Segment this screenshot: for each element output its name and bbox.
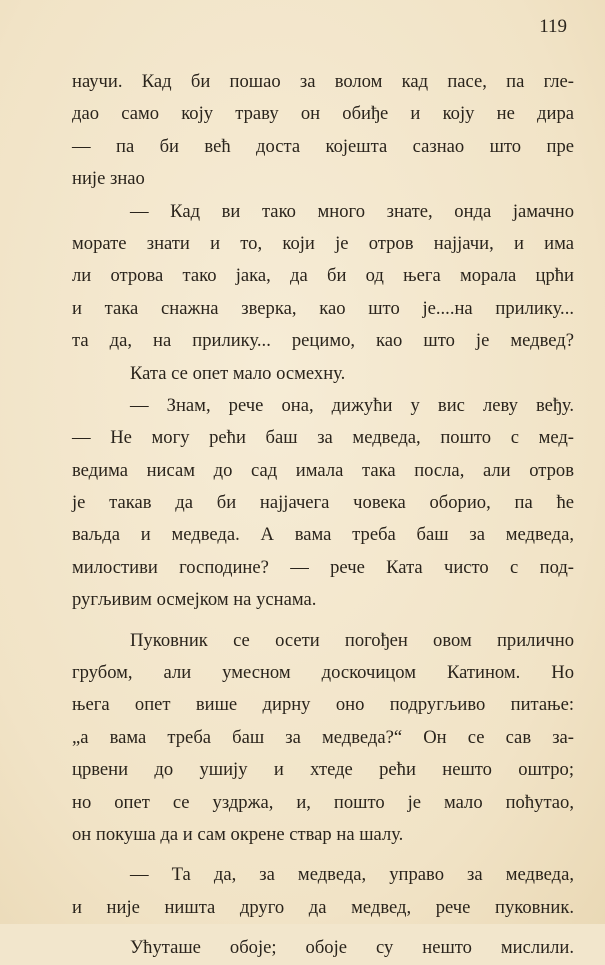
text-line: грубом, али умесном доскочицом Катином. Но bbox=[72, 662, 574, 684]
text-line: њега опет више дирну оно подругљиво питање: bbox=[72, 694, 574, 716]
text-line: црвени до ушију и хтеде рећи нешто оштро; bbox=[72, 759, 574, 781]
text-line: научи. Кад би пошао за волом кад пасе, па гле- bbox=[72, 71, 574, 92]
text-line: — Не могу рећи баш за медведа, пошто с мед- bbox=[72, 427, 574, 449]
text-line: „а вама треба баш за медведа?“ Он се сав за- bbox=[72, 726, 574, 748]
text-line: и така снажна зверка, као што је....на прилику... bbox=[72, 297, 574, 319]
text-line: Пуковник се осети погођен овом прилично bbox=[130, 629, 574, 651]
text-line: је такав да би најјачега човека оборио, па ће bbox=[72, 492, 574, 514]
text-line: Ката се опет мало осмехну. bbox=[130, 362, 346, 384]
text-line: милостиви господине? — рече Ката чисто с под- bbox=[72, 556, 574, 578]
text-line: та да, на прилику... рецимо, као што је медвед? bbox=[72, 330, 574, 352]
text-line: он покуша да и сам окрене ствар на шалу. bbox=[72, 823, 404, 845]
text-line: — Знам, рече она, дижући у вис леву веђу. bbox=[130, 394, 574, 416]
text-line: није знао bbox=[72, 168, 145, 190]
paragraph bbox=[72, 859, 574, 924]
text-line: и није ништа друго да медвед, рече пуковник. bbox=[72, 896, 574, 918]
text-line: Ућуташе обоје; обоје су нешто мислили. bbox=[130, 937, 574, 959]
text-line: — Кад ви тако много знате, онда јамачно bbox=[130, 200, 574, 222]
text-line: — Та да, за медведа, управо за медведа, bbox=[130, 864, 574, 886]
text-line: — па би већ доста којешта сазнао што пре bbox=[72, 135, 574, 157]
text-line: ругљивим осмејком на уснама. bbox=[72, 589, 317, 611]
paragraph bbox=[72, 932, 574, 964]
paragraph bbox=[72, 196, 574, 358]
page-body-text bbox=[72, 66, 574, 965]
text-line: дао само коју траву он обиђе и коју не дира bbox=[72, 103, 574, 125]
paragraph bbox=[72, 358, 574, 390]
page-number: 119 bbox=[539, 16, 567, 37]
paragraph bbox=[72, 66, 574, 196]
text-line: но опет се уздржа, и, пошто је мало поћутао, bbox=[72, 791, 574, 813]
text-line: ли отрова тако јака, да би од њега морала црћи bbox=[72, 265, 574, 287]
text-line: ваљда и медведа. А вама треба баш за медведа, bbox=[72, 524, 574, 546]
text-line: ведима нисам до сад имала така посла, али отров bbox=[72, 459, 574, 481]
paragraph bbox=[72, 625, 574, 852]
text-line: морате знати и то, који је отров најјачи, и има bbox=[72, 232, 574, 254]
paragraph bbox=[72, 390, 574, 617]
